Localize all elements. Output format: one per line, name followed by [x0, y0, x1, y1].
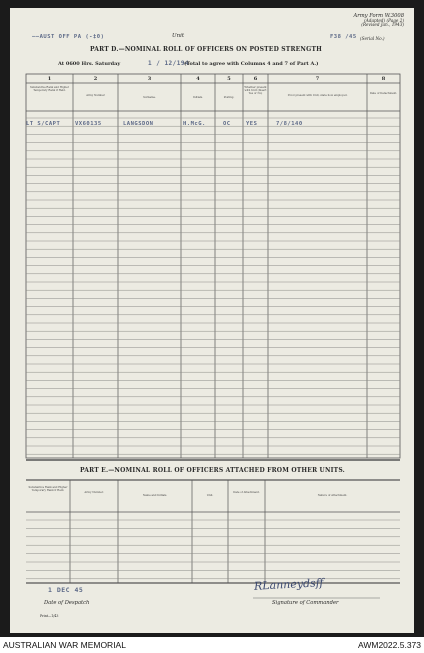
entry-army-number: VX60135	[75, 121, 102, 127]
col-header-army-number: Army Number	[86, 94, 105, 97]
part-d-title: PART D.—NOMINAL ROLL OF OFFICERS ON POSTED STRENGTH	[90, 46, 322, 53]
col-header-present: Whether present with Unit (Insert Yes or No)	[244, 86, 267, 95]
col-header-surname: Surname.	[143, 96, 156, 99]
col-number-5: 5	[227, 76, 231, 82]
form-adapted-note: (Adapted) (Page 2)	[364, 17, 404, 23]
col-number-7: 7	[315, 76, 320, 82]
col-number-2: 2	[93, 76, 98, 82]
form-revised-note: (Revised Jan., 1943)	[361, 22, 404, 28]
print-code: Print—1/43	[40, 614, 59, 618]
e-col-header-nature: Nature of Attachment.	[317, 494, 348, 497]
entry-surname: LANGSDON	[123, 121, 154, 127]
serial-stamp: F38 /45	[330, 34, 357, 40]
col-header-rank: Substantive Rank and Higher Temporary Rank if Held.	[30, 86, 69, 92]
e-col-header-army-number: Army Number.	[84, 491, 104, 494]
archive-accession-number: AWM2022.5.373	[358, 640, 421, 650]
commander-signature: RLanneydsff	[253, 576, 324, 593]
e-col-header-rank: Substantive Rank and Higher Temporary Rank if Held.	[28, 486, 68, 492]
despatch-date-label: Date of Despatch	[44, 600, 90, 606]
serial-label: (Serial No.)	[360, 36, 385, 41]
archive-footer	[0, 637, 424, 653]
date-stamp: 1 / 12/194	[148, 60, 190, 67]
col-number-4: 4	[196, 76, 200, 82]
e-col-header-attachment-date: Date of Attachment.	[233, 491, 260, 494]
e-col-header-unit: Unit.	[206, 494, 214, 497]
col-header-initials: Initials.	[193, 96, 203, 99]
entry-rank: LT S/CAPT	[26, 121, 61, 127]
unit-stamp: ——AUST OFF PA (-‡0)	[32, 34, 105, 40]
col-number-3: 3	[147, 76, 152, 82]
unit-label: Unit	[172, 33, 185, 39]
entry-present: YES	[246, 121, 258, 127]
col-number-6: 6	[253, 76, 258, 82]
part-e-title: PART E.—NOMINAL ROLL OF OFFICERS ATTACHED FROM OTHER UNITS.	[80, 467, 345, 474]
col-header-how-employed: If not present with Unit, state how employed.	[287, 94, 348, 97]
col-header-posting: Posting.	[223, 96, 235, 99]
signature-label: Signature of Commander	[272, 600, 339, 606]
at-time-prefix: At 0600 Hrs. Saturday	[58, 61, 121, 67]
col-header-detachment-date: Date of Detachment.	[369, 92, 398, 95]
form-sheet	[10, 8, 414, 633]
entry-posting: OC	[223, 121, 231, 127]
entry-how-employed: 7/8/140	[276, 121, 303, 127]
col-number-8: 8	[381, 76, 386, 82]
e-col-header-name: Name and Initials.	[142, 494, 168, 497]
army-form-number: Army Form W.3008	[353, 13, 404, 19]
archive-institution: AUSTRALIAN WAR MEMORIAL	[3, 640, 126, 650]
entry-initials: H.McG.	[183, 121, 206, 127]
despatch-date-stamp: 1 DEC 45	[48, 586, 84, 594]
col-number-1: 1	[47, 76, 52, 82]
table-grid	[10, 8, 414, 633]
at-time-suffix: (Total to agree with Columns 4 and 7 of Part A.)	[184, 61, 319, 67]
